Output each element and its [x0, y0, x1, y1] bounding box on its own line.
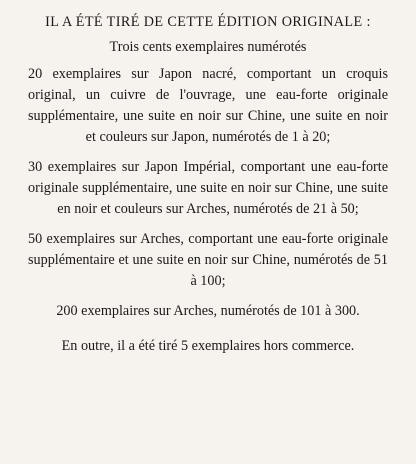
hors-commerce-note: En outre, il a été tiré 5 exemplaires hors commerce. [61, 338, 355, 354]
colophon-heading: IL A ÉTÉ TIRÉ DE CETTE ÉDITION ORIGINALE : [45, 14, 371, 30]
edition-tier-japon-imperial: 30 exemplaires sur Japon Impérial, comportant une eau-forte originale supplémentaire, une suite en noir sur Chine, une suite en noir et couleurs sur Arches, numérotés de 21 à 50; [28, 159, 388, 217]
edition-count-line: Trois cents exemplaires numérotés [109, 39, 307, 55]
edition-tier-japon-nacre: 20 exemplaires sur Japon nacré, comportant un croquis original, un cuivre de l'ouvrage, une eau-forte originale supplémentaire, une suite en noir sur Chine, une suite en noir et couleurs sur Japon, numérotés de 1 à 20; [28, 66, 388, 145]
edition-tier-arches-suite: 50 exemplaires sur Arches, comportant une eau-forte originale supplémentaire et une suite en noir sur Chine, numérotés de 51 à 100; [28, 231, 388, 289]
edition-tier-arches: 200 exemplaires sur Arches, numérotés de 101 à 300. [56, 303, 360, 319]
